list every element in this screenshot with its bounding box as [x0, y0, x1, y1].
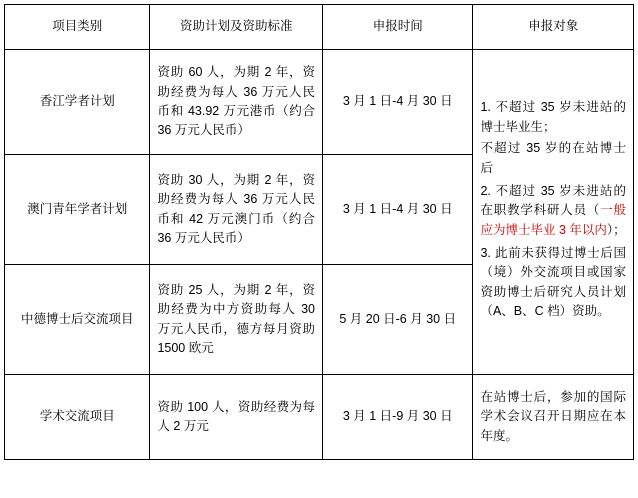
cell-target-last: 在站博士后，参加的国际学术会议召开日期应在本年度。: [473, 375, 634, 460]
target-item-1: [480, 98, 626, 178]
column-header-category: 项目类别: [5, 5, 150, 50]
grant-programs-table: [4, 4, 634, 460]
target-item-2-highlight: 一般应为博士毕业 3 年以内: [480, 203, 626, 237]
cell-category: 学术交流项目: [5, 375, 150, 460]
cell-plan: 资助 30 人，为期 2 年，资助经费为每人 36 万元人民币和 42 万元澳门币（约合 36 万元人民币）: [150, 155, 323, 265]
cell-plan: 资助 25 人，为期 2 年，资助经费为中方资助每人 30 万元人民币，德方每月资助 1500 欧元: [150, 265, 323, 375]
table-row: [5, 375, 634, 460]
cell-date: 3 月 1 日-4 月 30 日: [323, 155, 473, 265]
cell-date: 3 月 1 日-4 月 30 日: [323, 50, 473, 155]
target-item-3: 3. 此前未获得过博士后国（境）外交流项目或国家资助博士后研究人员计划（A、B、C 档）资助。: [480, 246, 626, 319]
cell-date: 5 月 20 日-6 月 30 日: [323, 265, 473, 375]
target-item-2-prefix: 2. 不超过 35 岁未进站的在职教学科研人员（: [480, 183, 626, 218]
cell-plan: 资助 100 人，资助经费为每人 2 万元: [150, 375, 323, 460]
cell-category: 香江学者计划: [5, 50, 150, 155]
target-item-1-line-1: 1. 不超过 35 岁未进站的博士毕业生；: [480, 100, 626, 134]
column-header-date: 申报时间: [323, 5, 473, 50]
column-header-target: 申报对象: [473, 5, 634, 50]
cell-category: 中德博士后交流项目: [5, 265, 150, 375]
target-item-2: [480, 182, 626, 240]
table-row: [5, 50, 634, 155]
target-item-2-suffix: ）；: [606, 222, 626, 237]
target-item-1-line-2: 不超过 35 岁的在站博士后: [480, 141, 626, 175]
cell-date: 3 月 1 日-9 月 30 日: [323, 375, 473, 460]
cell-target-merged: [473, 50, 634, 375]
column-header-plan: 资助计划及资助标准: [150, 5, 323, 50]
cell-plan: 资助 60 人，为期 2 年，资助经费为每人 36 万元人民币和 43.92 万元港币（约合 36 万元人民币）: [150, 50, 323, 155]
table-header-row: [5, 5, 634, 50]
cell-category: 澳门青年学者计划: [5, 155, 150, 265]
